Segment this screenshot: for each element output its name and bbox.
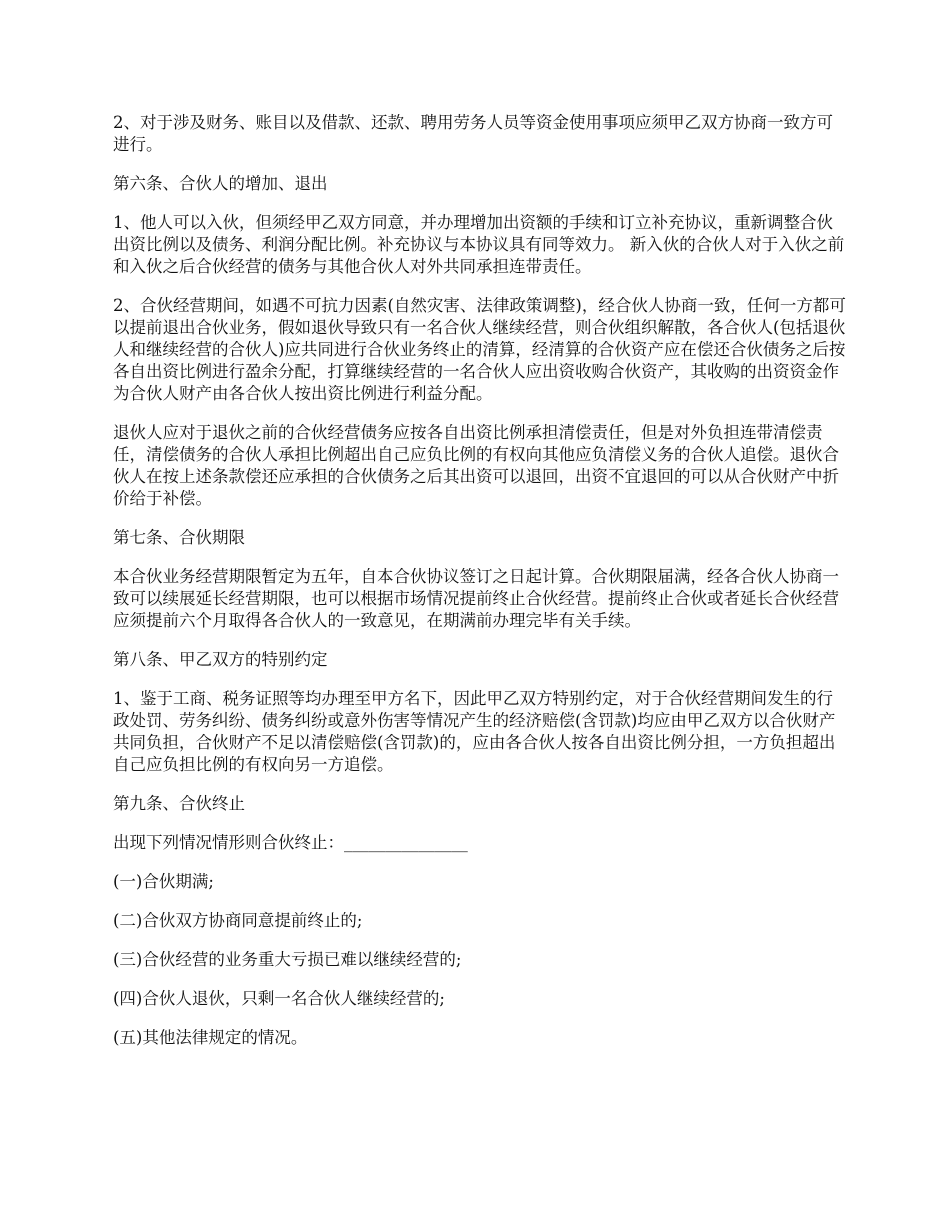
heading-article-9: 第九条、合伙终止: [113, 794, 245, 813]
paragraph-special-agreement: 1、鉴于工商、税务证照等均办理至甲方名下，因此甲乙双方特别约定，对于合伙经营期间发生的行政处罚、劳务纠纷、债务纠纷或意外伤害等情况产生的经济赔偿(含罚款)均应由甲乙双方以合伙财产共同负担，合伙财产不足以清偿赔偿(含罚款)的，应由各合伙人按各自出资比例分担，一方负担超出自己应负担比例的有权向另一方追偿。: [113, 689, 836, 774]
list-item-termination-1: (一)合伙期满;: [113, 872, 214, 891]
list-item-termination-5: (五)其他法律规定的情况。: [113, 1028, 308, 1047]
heading-article-8: 第八条、甲乙双方的特别约定: [113, 650, 328, 669]
heading-article-7: 第七条、合伙期限: [113, 528, 245, 547]
paragraph-new-partner: 1、他人可以入伙，但须经甲乙双方同意，并办理增加出资额的手续和订立补充协议，重新调整合伙出资比例以及债务、利润分配比例。补充协议与本协议具有同等效力。 新入伙的合伙人对于入伙之前和入伙之后合伙经营的债务与其他合伙人对外共同承担连带责任。: [113, 213, 845, 276]
paragraph-force-majeure-exit: 2、合伙经营期间，如遇不可抗力因素(自然灾害、法律政策调整)，经合伙人协商一致，任何一方都可以提前退出合伙业务，假如退伙导致只有一名合伙人继续经营，则合伙组织解散，各合伙人(包括退伙人和继续经营的合伙人)应共同进行合伙业务终止的清算，经清算的合伙资产应在偿还合伙债务之后按各自出资比例进行盈余分配，打算继续经营的一名合伙人应出资收购合伙资产，其收购的出资资金作为合伙人财产由各合伙人按出资比例进行利益分配。: [113, 296, 846, 403]
paragraph-withdrawal-liability: 退伙人应对于退伙之前的合伙经营债务应按各自出资比例承担清偿责任，但是对外负担连带清偿责任，清偿债务的合伙人承担比例超出自己应负比例的有权向其他应负清偿义务的合伙人追偿。退伙合伙人在按上述条款偿还应承担的合伙债务之后其出资可以退回，出资不宜退回的可以从合伙财产中折价给于补偿。: [113, 423, 839, 508]
paragraph-term: 本合伙业务经营期限暂定为五年，自本合伙协议签订之日起计算。合伙期限届满，经各合伙人协商一致可以续展延长经营期限，也可以根据市场情况提前终止合伙经营。提前终止合伙或者延长合伙经营应须提前六个月取得各合伙人的一致意见，在期满前办理完毕有关手续。: [113, 567, 839, 630]
list-item-termination-2: (二)合伙双方协商同意提前终止的;: [113, 911, 363, 930]
document-body: [113, 112, 848, 1066]
paragraph-termination-intro: 出现下列情况情形则合伙终止：_______________: [113, 833, 468, 852]
heading-article-6: 第六条、合伙人的增加、退出: [113, 174, 328, 193]
list-item-termination-4: (四)合伙人退伙，只剩一名合伙人继续经营的;: [113, 989, 445, 1008]
list-item-termination-3: (三)合伙经营的业务重大亏损已难以继续经营的;: [113, 950, 462, 969]
paragraph-finance-consent: 2、对于涉及财务、账目以及借款、还款、聘用劳务人员等资金使用事项应须甲乙双方协商一致方可进行。: [113, 113, 833, 154]
